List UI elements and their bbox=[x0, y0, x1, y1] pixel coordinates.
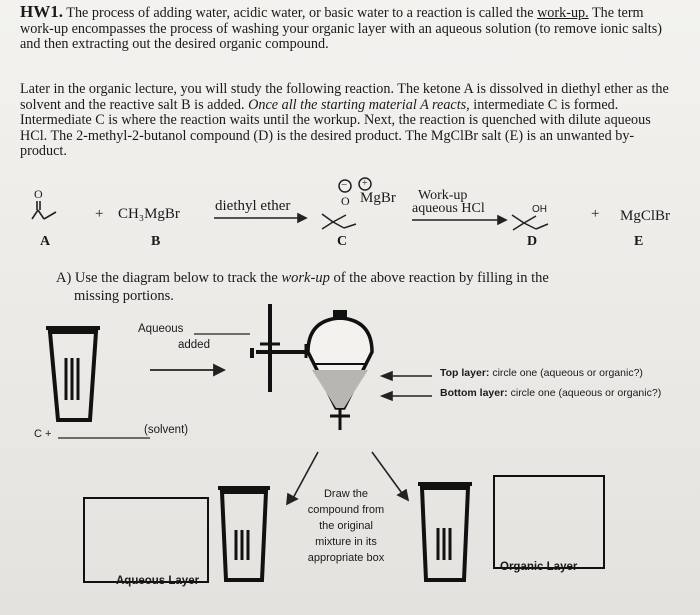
oh-label: OH bbox=[532, 204, 547, 215]
layer-arrows bbox=[382, 372, 432, 400]
question-text-1: A) Use the diagram below to track the bbox=[56, 270, 282, 286]
product-d-structure bbox=[512, 215, 548, 230]
reaction-arrow-2 bbox=[412, 216, 506, 224]
question-line-1 bbox=[56, 270, 549, 287]
draw-line-4: mixture in its bbox=[315, 536, 377, 548]
draw-line-1: Draw the bbox=[323, 488, 369, 500]
reagent-b: CH₃MgBr bbox=[118, 206, 180, 222]
separatory-funnel-icon bbox=[308, 310, 372, 430]
organic-layer-label: Organic Layer bbox=[500, 561, 578, 573]
question-text-2: of the above reaction by filling in the bbox=[329, 270, 549, 286]
draw-line-2: compound from bbox=[307, 504, 385, 516]
intro-term: work-up. bbox=[537, 5, 589, 21]
reaction-text-italic: Once all the starting material A reacts, bbox=[248, 96, 470, 113]
label-a: A bbox=[40, 234, 51, 249]
reaction-text-1: Later in the organic lecture, you will study the following reaction. The ketone A is dissolved in diethyl ether as the solvent and the reactive salt B is added. bbox=[20, 81, 669, 113]
workup-label: Work-up bbox=[418, 188, 468, 203]
beaker-right-icon bbox=[418, 484, 472, 580]
bottom-layer-label: Bottom layer: bbox=[440, 387, 508, 399]
ring-stand-icon bbox=[252, 304, 306, 392]
alkoxide-o-label: O bbox=[341, 194, 350, 208]
aqueous-layer-label: Aqueous Layer bbox=[116, 575, 200, 587]
question-line-2: missing portions. bbox=[74, 288, 174, 304]
label-b: B bbox=[151, 234, 161, 249]
beaker-left-icon bbox=[46, 328, 100, 420]
top-layer-label: Top layer: bbox=[440, 367, 490, 379]
intro-text-2: The term work-up encompasses the process of washing your organic layer with an aqueous solution (to remove ionic salts) and then extracting out the desired organic compound. bbox=[20, 5, 662, 53]
draw-instruction bbox=[296, 486, 396, 566]
intro-text-1: The process of adding water, acidic water, or basic water to a reaction is called the bbox=[62, 5, 538, 21]
top-layer-text: circle one (aqueous or organic?) bbox=[489, 367, 643, 379]
reaction-text-2: intermediate C is formed. Intermediate C is where the reaction waits until the workup. Next, the reaction is quenched with dilute aqueous HCl. The 2-methyl-2-butanol compound (D) is the desired product. The MgClBr salt (E) is an unwanted by-product. bbox=[20, 96, 651, 160]
hw-label: HW1. bbox=[20, 2, 63, 21]
mgbr-label: MgBr bbox=[360, 190, 396, 206]
aqueous-hcl-label: aqueous HCl bbox=[412, 201, 485, 216]
added-label: added bbox=[178, 339, 210, 351]
aqueous-label: Aqueous bbox=[138, 323, 184, 335]
reaction-arrow-1 bbox=[214, 214, 306, 222]
label-c: C bbox=[337, 234, 348, 249]
ketone-a-structure bbox=[32, 201, 56, 219]
plus-charge: + bbox=[362, 178, 368, 189]
bottom-layer-prompt[interactable] bbox=[440, 387, 661, 399]
label-e: E bbox=[634, 234, 644, 249]
top-layer-prompt[interactable] bbox=[440, 367, 643, 379]
solvent-prefix: C + bbox=[34, 428, 52, 440]
draw-line-3: the original bbox=[319, 520, 373, 532]
minus-charge: − bbox=[341, 179, 348, 191]
label-d: D bbox=[527, 234, 538, 249]
beaker-middle-icon bbox=[218, 488, 270, 580]
plus-sign-2: + bbox=[591, 206, 600, 222]
salt-e: MgClBr bbox=[620, 208, 671, 224]
aqueous-layer-box[interactable] bbox=[84, 498, 208, 582]
question-text-italic: work-up bbox=[281, 270, 330, 286]
ketone-o-label: O bbox=[34, 187, 43, 201]
draw-line-5: appropriate box bbox=[307, 552, 385, 564]
solvent-suffix: (solvent) bbox=[144, 424, 189, 436]
bottom-layer-text: circle one (aqueous or organic?) bbox=[507, 387, 662, 399]
organic-layer-box[interactable] bbox=[494, 476, 604, 568]
plus-sign-1: + bbox=[95, 206, 104, 222]
solvent-label: diethyl ether bbox=[215, 198, 291, 214]
